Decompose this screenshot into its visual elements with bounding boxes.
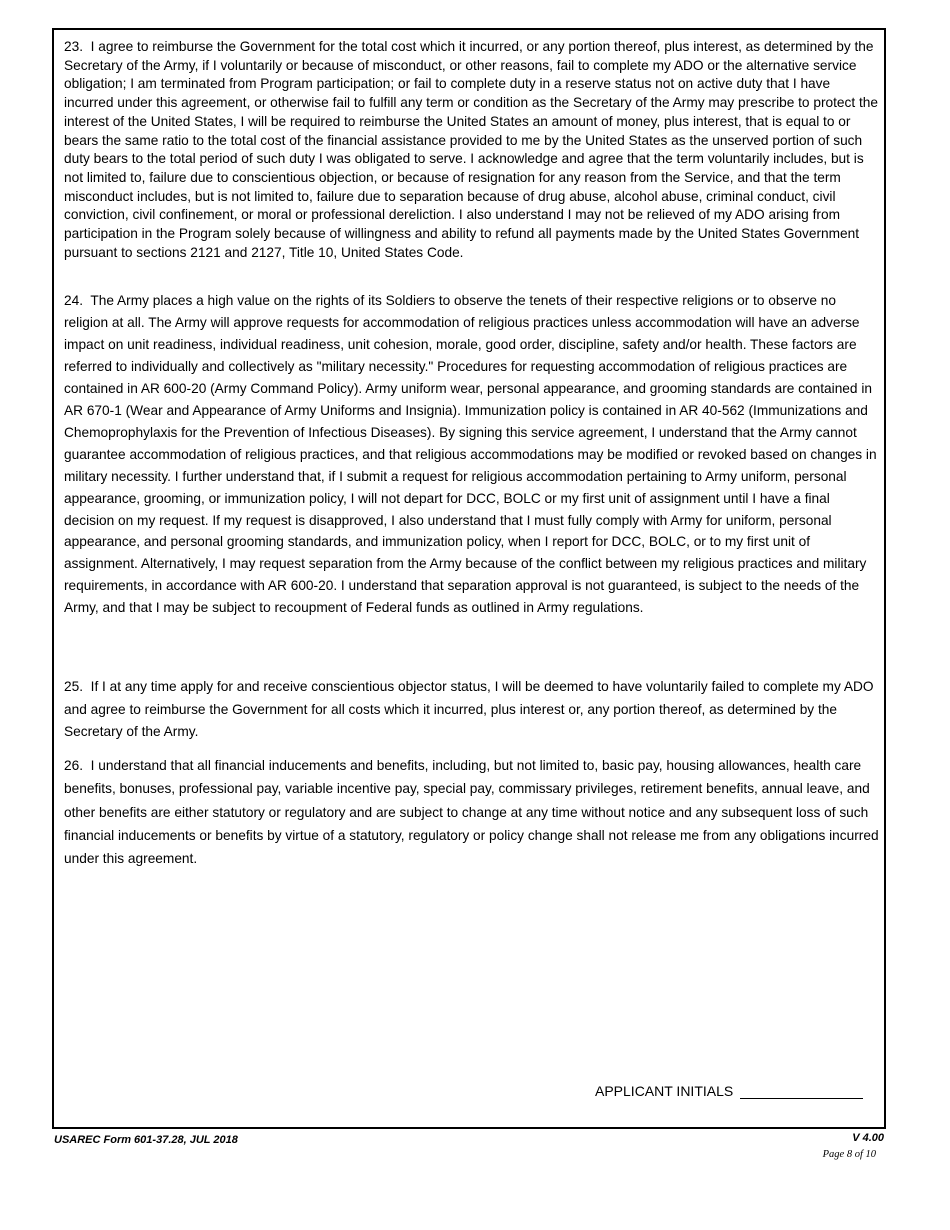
applicant-initials (595, 1083, 863, 1099)
applicant-initials-field[interactable] (740, 1083, 863, 1099)
paragraph-25 (64, 676, 880, 744)
applicant-initials-label: APPLICANT INITIALS (595, 1083, 734, 1099)
paragraph-24 (64, 290, 880, 619)
page-number: Page 8 of 10 (822, 1149, 876, 1160)
paragraph-number: 25. (64, 679, 84, 694)
paragraph-text: I agree to reimburse the Government for the total cost which it incurred, or any portion thereof, plus interest, as determined by the Secretary of the Army, if I voluntarily or because of misconduct, or other reasons, fail to complete my ADO or the alternative service obligation; I am terminated from Program participation; or fail to complete duty in a reserve status not on active duty that I have incurred under this agreement, or otherwise fail to fulfill any term or condition as the Secretary of the Army may prescribe to protect the interest of the United States, I will be required to reimburse the United States an amount of money, plus interest, that is equal to or bears the same ratio to the total cost of the financial assistance provided to me by the United States as the unserved portion of such duty bears to the total period of such duty I was obligated to serve. I acknowledge and agree that the term voluntarily includes, but is not limited to, failure due to conscientious objection, or because of resignation for any reason from the Service, and that the term misconduct includes, but is not limited to, failure due to separation because of drug abuse, alcohol abuse, criminal conduct, civil conviction, civil confinement, or moral or professional dereliction. I also understand I may not be relieved of my ADO arising from participation in the Program solely because of willingness and ability to refund all payments made by the United States Government pursuant to sections 2121 and 2127, Title 10, United States Code. (64, 39, 879, 260)
paragraph-number: 23. (64, 39, 84, 54)
paragraph-23 (64, 38, 880, 262)
paragraph-text: If I at any time apply for and receive conscientious objector status, I will be deemed to have voluntarily failed to complete my ADO and agree to reimburse the Government for all costs which it incurred, plus interest or, any portion thereof, as determined by the Secretary of the Army. (64, 679, 874, 739)
paragraph-number: 26. (64, 758, 84, 773)
paragraph-text: I understand that all financial inducements and benefits, including, but not limited to, basic pay, housing allowances, health care benefits, bonuses, professional pay, variable incentive pay, special pay, commissary privileges, retirement benefits, annual leave, and other benefits are either statutory or regulatory and are subject to change at any time without notice and any subsequent loss of such financial inducements or benefits by virtue of a statutory, regulatory or policy change shall not release me from any obligations incurred under this agreement. (64, 758, 879, 867)
paragraph-text: The Army places a high value on the rights of its Soldiers to observe the tenets of their respective religions or to observe no religion at all. The Army will approve requests for accommodation of religious practices unless accommodation will have an adverse impact on unit readiness, individual readiness, unit cohesion, morale, good order, discipline, safety and/or health. These factors are referred to individually and collectively as "military necessity." Procedures for requesting accommodation of religious practices are contained in AR 600-20 (Army Command Policy). Army uniform wear, personal appearance, and grooming standards are contained in AR 670-1 (Wear and Appearance of Army Uniforms and Insignia). Immunization policy is contained in AR 40-562 (Immunizations and Chemoprophylaxis for the Prevention of Infectious Diseases). By signing this service agreement, I understand that the Army cannot guarantee accommodation of religious practices, and that religious accommodations may be modified or revoked based on changes in military necessity. I further understand that, if I submit a request for religious accommodation pertaining to Army uniform, personal appearance, grooming, or immunization policy, I will not depart for DCC, BOLC or my first unit of assignment until I have a final decision on my request. If my request is disapproved, I also understand that I must fully comply with Army for uniform, personal appearance, and personal grooming standards, and immunization policy, when I report for DCC, BOLC, or to my first unit of assignment. Alternatively, I may request separation from the Army because of the conflict between my religious practices and military requirements, in accordance with AR 600-20. I understand that separation approval is not guaranteed, is subject to the needs of the Army, and that I may be subject to recoupment of Federal funds as outlined in Army regulations. (64, 293, 877, 616)
form-version: V 4.00 (852, 1132, 884, 1144)
form-identifier: USAREC Form 601-37.28, JUL 2018 (54, 1134, 238, 1146)
paragraph-26 (64, 754, 880, 870)
paragraph-number: 24. (64, 293, 84, 308)
